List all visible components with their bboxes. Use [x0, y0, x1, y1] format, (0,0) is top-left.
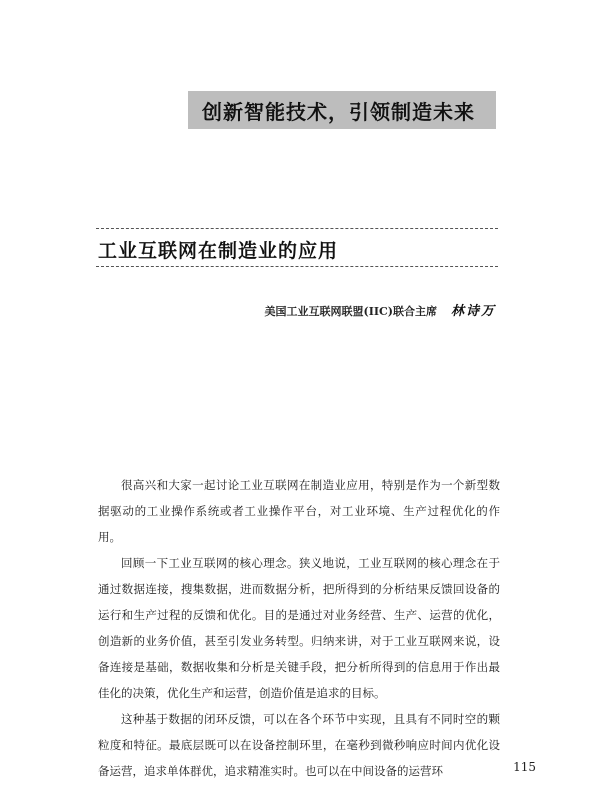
paragraph: 很高兴和大家一起讨论工业互联网在制造业应用，特别是作为一个新型数据驱动的工业操作系统或者工业操作平台，对工业环境、生产过程优化的作用。 [98, 478, 500, 544]
section-banner-text: 创新智能技术，引领制造未来 [202, 99, 475, 124]
article-title: 工业互联网在制造业的应用 [98, 240, 339, 262]
section-banner [188, 91, 496, 129]
author-line [265, 300, 496, 319]
paragraph: 这种基于数据的闭环反馈，可以在各个环节中实现，且具有不同时空的颗粒度和特征。最底层既可以在设备控制环里，在毫秒到微秒响应时间内优化设备运营，追求单体群优，追求精准实时。也可以在中间设备的运营环 [98, 712, 500, 778]
article-body [98, 472, 500, 784]
author-affiliation: 美国工业互联网联盟(IIC)联合主席 [264, 305, 437, 318]
author-name: 林诗万 [450, 304, 496, 319]
page-number: 115 [513, 760, 536, 774]
paragraph: 回顾一下工业互联网的核心理念。狭义地说，工业互联网的核心理念在于通过数据连接，搜集数据，进而数据分析，把所得到的分析结果反馈回设备的运行和生产过程的反馈和优化。目的是通过对业务经营、生产、运营的优化，创造新的业务价值，甚至引发业务转型。归纳来讲，对于工业互联网来说，设备连接是基础，数据收集和分析是关键手段，把分析所得到的信息用于作出最佳化的决策，优化生产和运营，创造价值是追求的目标。 [98, 556, 500, 700]
title-rule-bottom [96, 266, 498, 267]
title-rule-top [96, 228, 498, 229]
